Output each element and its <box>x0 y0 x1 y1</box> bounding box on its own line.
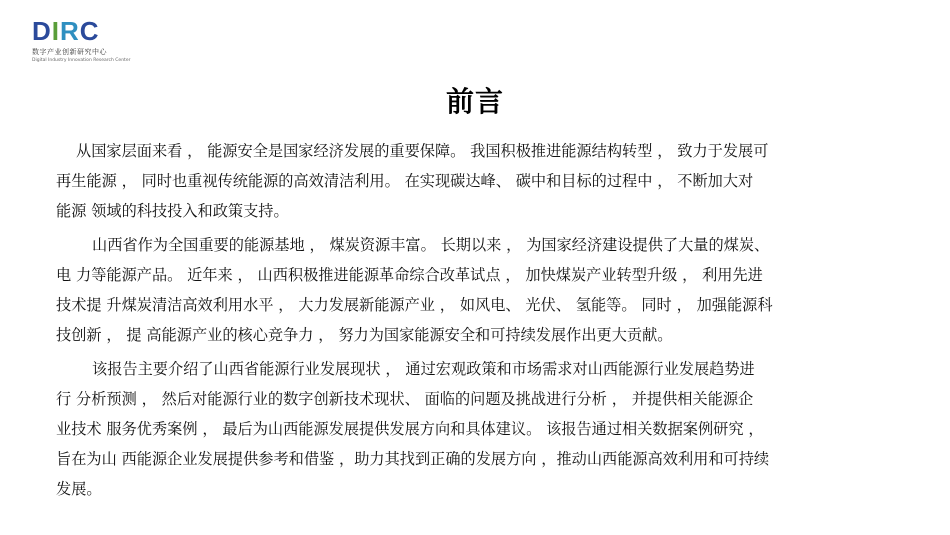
paragraph-line: 业技术 服务优秀案例 ， 最后为山西能源发展提供发展方向和具体建议。 该报告通过相关数据案例研究 ， <box>56 420 764 438</box>
logo-letter-i: I <box>51 16 61 46</box>
paragraph-line: 再生能源 ， 同时也重视传统能源的高效清洁利用。 在实现碳达峰、 碳中和目标的过程中 ， 不断加大对 <box>56 172 754 190</box>
paragraph-line: 电 力等能源产品。 近年来 ， 山西积极推进能源革命综合改革试点 ， 加快煤炭产业转型升级 ， 利用先进 <box>56 266 763 284</box>
paragraph-national-level <box>56 136 896 226</box>
logo <box>32 18 142 64</box>
page-title: 前言 <box>445 85 504 118</box>
paragraph-line: 旨在为山 西能源企业发展提供参考和借鉴 ，助力其找到正确的发展方向 ，推动山西能源高效利用和可持续 <box>56 450 770 468</box>
logo-chinese-name: 数字产业创新研究中心 <box>32 48 107 56</box>
paragraph-line: 能源 领域的科技投入和政策支持。 <box>56 202 289 220</box>
logo-mark <box>32 18 142 44</box>
logo-letter-r: R <box>60 16 80 46</box>
paragraph-line: 该报告主要介绍了山西省能源行业发展现状 ， 通过宏观政策和市场需求对山西能源行业发展趋势进 <box>92 360 755 378</box>
paragraph-line: 技术提 升煤炭清洁高效利用水平 ， 大力发展新能源产业 ， 如风电、 光伏、 氢能等。 同时 ， 加强能源科 <box>56 296 773 314</box>
paragraph-line: 行 分析预测 ， 然后对能源行业的数字创新技术现状、 面临的问题及挑战进行分析 ， 并提供相关能源企 <box>56 390 754 408</box>
logo-letter-d: D <box>32 16 52 46</box>
paragraph-line: 发展。 <box>56 480 102 498</box>
logo-english-name: Digital Industry Innovation Research Center <box>32 58 131 63</box>
paragraph-line: 技创新 ， 提 高能源产业的核心竞争力 ， 努力为国家能源安全和可持续发展作出更大贡献。 <box>56 326 673 344</box>
body-text <box>56 136 896 508</box>
paragraph-line: 山西省作为全国重要的能源基地 ， 煤炭资源丰富。 长期以来 ， 为国家经济建设提供了大量的煤炭、 <box>92 236 770 254</box>
paragraph-line: 从国家层面来看 ， 能源安全是国家经济发展的重要保障。 我国积极推进能源结构转型 ， 致力于发展可 <box>76 142 769 160</box>
paragraph-shanxi-base <box>56 230 896 350</box>
paragraph-report-summary <box>56 354 896 504</box>
logo-letter-c: C <box>79 16 100 46</box>
